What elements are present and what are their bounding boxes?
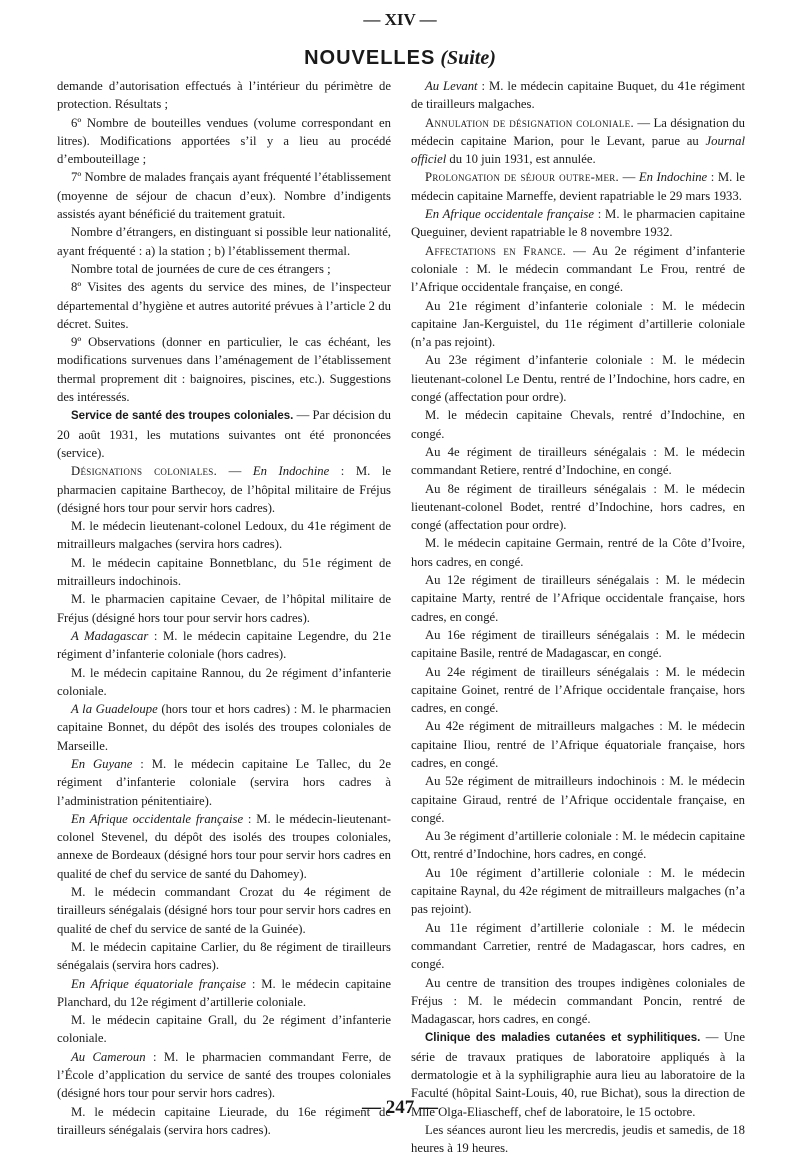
paragraph-text: demande d’autorisation effectués à l’intérieur du périmètre de protection. Résultats ; (57, 79, 391, 112)
paragraph (57, 1011, 391, 1048)
paragraph-text: 7º Nombre de malades français ayant fréquenté l’établissement (moyenne de séjour de chacun d’eux). Nombre d’indigents assistés ayant bénéficié du traitement gratuit. (57, 170, 391, 222)
paragraph-text: du 10 juin 1931, est annulée. (446, 152, 596, 167)
paragraph-text: Au 16e régiment de tirailleurs sénégalais : M. le médecin capitaine Basile, rentré de Madagascar, en congé. (411, 627, 745, 661)
paragraph-text: Au centre de transition des troupes indigènes coloniales de Fréjus : M. le médecin commandant Poncin, rentré de Madagascar, hors cadres, en congé. (411, 975, 745, 1027)
paragraph (411, 974, 745, 1029)
paragraph-text: M. le pharmacien capitaine Cevaer, de l’hôpital militaire de Fréjus (désigné hors tour pour servir hors cadres). (57, 592, 391, 625)
paragraph (411, 351, 745, 406)
paragraph (57, 114, 391, 169)
paragraph-text: Au 21e régiment d’infanterie coloniale : M. le médecin capitaine Jan-Kerguistel, du 11e régiment d’artillerie coloniale (n’a pas rejoint). (411, 298, 745, 350)
paragraph (57, 1048, 391, 1103)
italic-term: En Guyane (71, 756, 133, 771)
paragraph-text: Les séances auront lieu les mercredis, jeudis et samedis, de 18 heures à 19 heures. (411, 1122, 745, 1156)
paragraph-text: (hors tour et hors cadres) : M. le pharmacien capitaine Bonnet, du dépôt des isolés des troupes coloniales de Marseille. (57, 702, 391, 753)
paragraph (57, 627, 391, 664)
paragraph (57, 755, 391, 810)
paragraph-text: M. le médecin capitaine Grall, du 2e régiment d’infanterie coloniale. (57, 1013, 391, 1046)
paragraph-text: : M. le médecin capitaine Marneffe, devient rapatriable le 29 mars 1933. (411, 170, 745, 203)
paragraph-text: : M. le médecin capitaine Buquet, du 41e régiment de tirailleurs malgaches. (411, 79, 745, 112)
paragraph (411, 443, 745, 480)
paragraph-text: — Au 2e régiment d’infanterie coloniale : M. le médecin commandant Le Frou, rentré de l’Afrique occidentale française, en congé. (411, 243, 745, 295)
page-number: — 247 — (362, 1097, 438, 1118)
paragraph-text: : M. le médecin capitaine Planchard, du 12e régiment d’artillerie coloniale. (57, 976, 391, 1009)
italic-term: Journal officiel (411, 133, 745, 167)
paragraph (411, 663, 745, 718)
italic-term: Au Levant (425, 79, 478, 93)
paragraph-text: — La désignation du médecin capitaine Marion, pour le Levant, parue au (411, 115, 745, 148)
paragraph-text: Au 8e régiment de tirailleurs sénégalais : M. le médecin lieutenant-colonel Bodet, rentré d’Indochine, hors cadres, en congé (affectation pour ordre). (411, 481, 745, 533)
paragraph (57, 77, 391, 114)
paragraph (57, 590, 391, 627)
paragraph (57, 554, 391, 591)
subsection-heading: Prolongation de séjour outre-mer. (425, 170, 620, 185)
paragraph-text: Nombre d’étrangers, en distinguant si possible leur nationalité, ayant fréquenté : a) la station ; b) l’établissement thermal. (57, 225, 391, 258)
paragraph (57, 278, 391, 333)
paragraph-text: Au 11e régiment d’artillerie coloniale : M. le médecin commandant Carretier, rentré de Madagascar, hors cadres, en congé. (411, 920, 745, 972)
paragraph-text: : M. le pharmacien capitaine Queguiner, devient rapatriable le 8 novembre 1932. (411, 207, 745, 240)
paragraph (411, 864, 745, 919)
paragraph-text: Au 24e régiment de tirailleurs sénégalais : M. le médecin capitaine Goinet, rentré de l’Afrique occidentale française, hors cadres, en congé. (411, 664, 745, 716)
paragraph (57, 700, 391, 755)
italic-term: En Indochine (252, 464, 330, 479)
paragraph (57, 517, 391, 554)
paragraph-text: : M. le médecin capitaine Legendre, du 21e régiment d’infanterie coloniale (hors cadres). (57, 628, 391, 662)
section-heading: Clinique des maladies cutanées et syphilitiques. (425, 1032, 701, 1045)
paragraph-text: Au 3e régiment d’artillerie coloniale : M. le médecin capitaine Ott, rentré d’Indochine, hors cadres, en congé. (411, 829, 745, 862)
paragraph-text: M. le médecin capitaine Carlier, du 8e régiment de tirailleurs sénégalais (servira hors cadres). (57, 939, 391, 973)
paragraph (411, 168, 745, 205)
paragraph (411, 205, 745, 242)
paragraph (57, 333, 391, 406)
paragraph-text: : M. le pharmacien commandant Ferre, de l’École d’application du service de santé des troupes coloniales (désigné hors tour pour servir hors cadres). (57, 1049, 391, 1101)
header-subtitle: (Suite) (440, 47, 496, 69)
paragraph (411, 114, 745, 169)
paragraph (57, 223, 391, 260)
italic-term: A Madagascar (71, 628, 149, 643)
section-heading: Service de santé des troupes coloniales. (71, 410, 294, 423)
paragraph (57, 810, 391, 883)
italic-term: En Indochine (638, 170, 708, 185)
paragraph (411, 919, 745, 974)
paragraph-text: : M. le pharmacien capitaine Barthecoy, de l’hôpital militaire de Fréjus (désigné hors tour pour servir hors cadres). (57, 464, 392, 515)
italic-term: A la Guadeloupe (71, 702, 158, 717)
paragraph-text: M. le médecin capitaine Rannou, du 2e régiment d’infanterie coloniale. (57, 665, 391, 698)
paragraph (411, 534, 745, 571)
paragraph-text: Au 4e régiment de tirailleurs sénégalais : M. le médecin commandant Retiere, rentré d’Indochine, en congé. (411, 444, 745, 478)
subsection-heading: Affectations en France. (425, 243, 567, 258)
left-column (57, 77, 391, 1139)
paragraph (411, 827, 745, 864)
paragraph (411, 717, 745, 772)
paragraph-text: M. le médecin commandant Crozat du 4e régiment de tirailleurs sénégalais (désigné hors tour pour servir hors cadres en qualité de chef du service de santé de la Guinée). (57, 885, 391, 936)
paragraph (57, 975, 391, 1012)
page-roman-numeral: — XIV — (363, 10, 437, 29)
italic-term: Au Cameroun (71, 1049, 146, 1064)
paragraph (57, 664, 391, 701)
paragraph (57, 883, 391, 938)
paragraph (57, 462, 391, 517)
paragraph-text: M. le médecin capitaine Bonnetblanc, du 51e régiment de mitrailleurs indochinois. (57, 555, 391, 589)
subsection-heading: Annulation de désignation coloniale. (425, 115, 634, 130)
paragraph (411, 1121, 745, 1158)
header-title: NOUVELLES (304, 47, 436, 69)
paragraph (57, 938, 391, 975)
paragraph-text: 6º Nombre de bouteilles vendues (volume correspondant en litres). Modifications apportées s’il y a lieu au procédé d’embouteillage ; (57, 115, 391, 167)
paragraph (411, 77, 745, 114)
paragraph-text: — Une série de travaux pratiques de laboratoire appliqués à la dermatologie et à la syphiligraphie aura lieu au laboratoire de la Faculté (hôpital Saint-Louis, 40, rue Bichat), sous la direction de Mlle Olga-Eliascheff, chef de laboratoire, le 15 octobre. (411, 1030, 746, 1119)
italic-term: En Afrique occidentale française (425, 207, 594, 222)
subsection-heading: Désignations coloniales. (71, 464, 218, 479)
paragraph (57, 406, 391, 462)
paragraph (411, 297, 745, 352)
paragraph (411, 571, 745, 626)
paragraph-text: Au 12e régiment de tirailleurs sénégalais : M. le médecin capitaine Marty, rentré de l’Afrique occidentale française, hors cadres, en congé. (411, 573, 745, 624)
paragraph (57, 168, 391, 223)
paragraph-text: Nombre total de journées de cure de ces étrangers ; (71, 261, 331, 276)
paragraph-text: M. le médecin capitaine Germain, rentré de la Côte d’Ivoire, hors cadres, en congé. (411, 536, 745, 569)
paragraph (411, 406, 745, 443)
paragraph-text: — (217, 464, 253, 479)
paragraph-text: M. le médecin capitaine Lieurade, du 16e régiment de tirailleurs sénégalais (servira hors cadres). (57, 1104, 391, 1137)
paragraph-text: Au 52e régiment de mitrailleurs indochinois : M. le médecin capitaine Giraud, rentré de l’Afrique occidentale française, en congé. (411, 774, 745, 825)
paragraph (411, 772, 745, 827)
paragraph (57, 260, 391, 278)
paragraph (411, 480, 745, 535)
italic-term: En Afrique occidentale française (71, 811, 244, 826)
paragraph (411, 242, 745, 297)
paragraph-text: M. le médecin capitaine Chevals, rentré d’Indochine, en congé. (411, 408, 745, 441)
paragraph-text: : M. le médecin-lieutenant-colonel Stevenel, du dépôt des isolés des troupes coloniales, annexe de Bordeaux (désigné hors tour pour servir hors cadres en qualité de chef du service de santé du Dahomey). (57, 811, 391, 881)
section-header (0, 47, 800, 70)
paragraph (411, 626, 745, 663)
paragraph-text: Au 23e régiment d’infanterie coloniale : M. le médecin lieutenant-colonel Le Dentu, rentré de l’Indochine, hors cadre, en congé (affectation pour ordre). (411, 353, 745, 405)
paragraph-text: : M. le médecin capitaine Le Tallec, du 2e régiment d’infanterie coloniale (servira hors cadres à l’administration pénitentiaire). (57, 756, 391, 808)
paragraph-text: — Par décision du 20 août 1931, les mutations suivantes ont été prononcées (service). (57, 408, 391, 460)
paragraph-text: M. le médecin lieutenant-colonel Ledoux, du 41e régiment de mitrailleurs malgaches (servira hors cadres). (57, 519, 391, 552)
paragraph-text: 9º Observations (donner en particulier, le cas échéant, les modifications survenues dans l’aménagement de l’établissement thermal proprement dit : baignoires, piscines, etc.). Suggestions des intéressés. (57, 335, 391, 405)
paragraph-text: — (619, 170, 639, 185)
paragraph-text: Au 42e régiment de mitrailleurs malgaches : M. le médecin capitaine Iliou, rentré de l’Afrique équatoriale française, hors cadres, en congé. (411, 719, 745, 770)
paragraph-text: 8º Visites des agents du service des mines, de l’inspecteur départemental d’hygiène et autres autorité prévues à l’article 2 du décret. Suites. (57, 280, 391, 331)
paragraph-text: Au 10e régiment d’artillerie coloniale : M. le médecin capitaine Raynal, du 42e régiment de mitrailleurs malgaches (n’a pas rejoint). (411, 865, 745, 917)
italic-term: En Afrique équatoriale française (71, 976, 247, 991)
right-column (411, 77, 745, 1158)
